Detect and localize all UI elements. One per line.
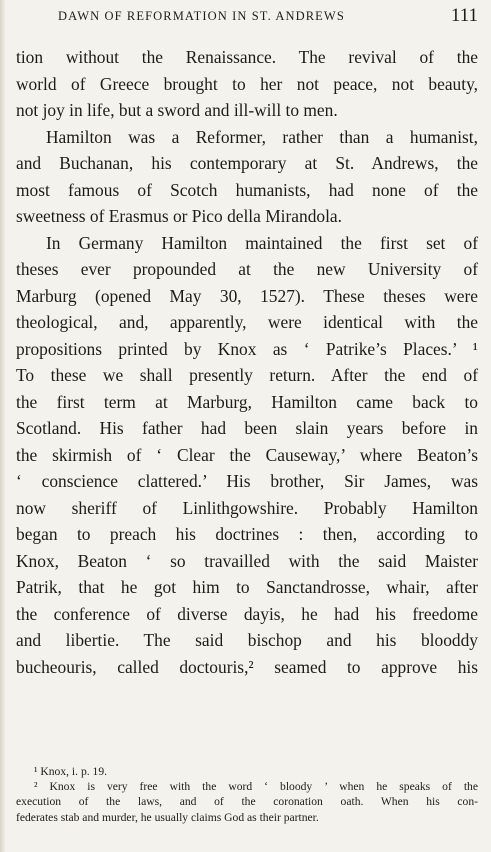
text-line: theological, and, apparently, were identical with the [16, 312, 478, 332]
text-line: the first term at Marburg, Hamilton came back to [16, 391, 478, 412]
text-line: most famous of Scotch humanists, had none of the [16, 179, 478, 200]
text-line: and Buchanan, his contemporary at St. Andrews, the [16, 153, 478, 173]
text-line: ‘ conscience clattered.’ His brother, Sir James, was [16, 471, 478, 491]
text-line: sweetness of Erasmus or Pico della Mirandola. [16, 206, 342, 226]
footnote-1: ¹ Knox, i. p. 19. [34, 765, 108, 778]
text-line: Marburg (opened May 30, 1527). These theses were [16, 285, 478, 306]
text-line: began to preach his doctrines : then, according to [16, 524, 478, 544]
body-text [16, 44, 478, 680]
footnotes [16, 764, 478, 825]
running-head: DAWN OF REFORMATION IN ST. ANDREWS [58, 9, 345, 23]
footnote-2-line: execution of the laws, and of the coronation oath. When his con- [16, 795, 478, 809]
text-line: Scotland. His father had been slain years before in [16, 418, 478, 438]
page-number: 111 [450, 5, 478, 26]
text-line: now sheriff of Linlithgowshire. Probably Hamilton [16, 497, 478, 518]
text-line: propositions printed by Knox as ‘ Patrike’s Places.’ ¹ [16, 338, 478, 359]
text-line: In Germany Hamilton maintained the first set of [46, 232, 478, 253]
text-line: To these we shall presently return. After the end of [16, 365, 478, 385]
text-line: Knox, Beaton ‘ so travailled with the said Maister [16, 550, 478, 571]
text-line: tion without the Renaissance. The revival of the [16, 47, 478, 67]
footnote-2-line: federates stab and murder, he usually claims God as their partner. [16, 810, 319, 824]
text-line: bucheouris, called doctouris,² seamed to approve his [16, 656, 478, 677]
text-line: Patrik, that he got him to Sanctandrosse, whair, after [16, 577, 478, 597]
page-header [58, 6, 478, 26]
text-line: world of Greece brought to her not peace, not beauty, [16, 73, 478, 94]
text-line: theses ever propounded at the new University of [16, 259, 478, 279]
text-line: and libertie. The said bischop and his blooddy [16, 630, 478, 650]
text-line: not joy in life, but a sword and ill-will to men. [16, 100, 338, 120]
text-line: Hamilton was a Reformer, rather than a humanist, [46, 126, 478, 147]
footnote-2-line: ² Knox is very free with the word ‘ bloody ’ when he speaks of the [34, 780, 478, 794]
text-line: the skirmish of ‘ Clear the Causeway,’ where Beaton’s [16, 444, 478, 465]
text-line: the conference of diverse dayis, he had his freedome [16, 603, 478, 624]
